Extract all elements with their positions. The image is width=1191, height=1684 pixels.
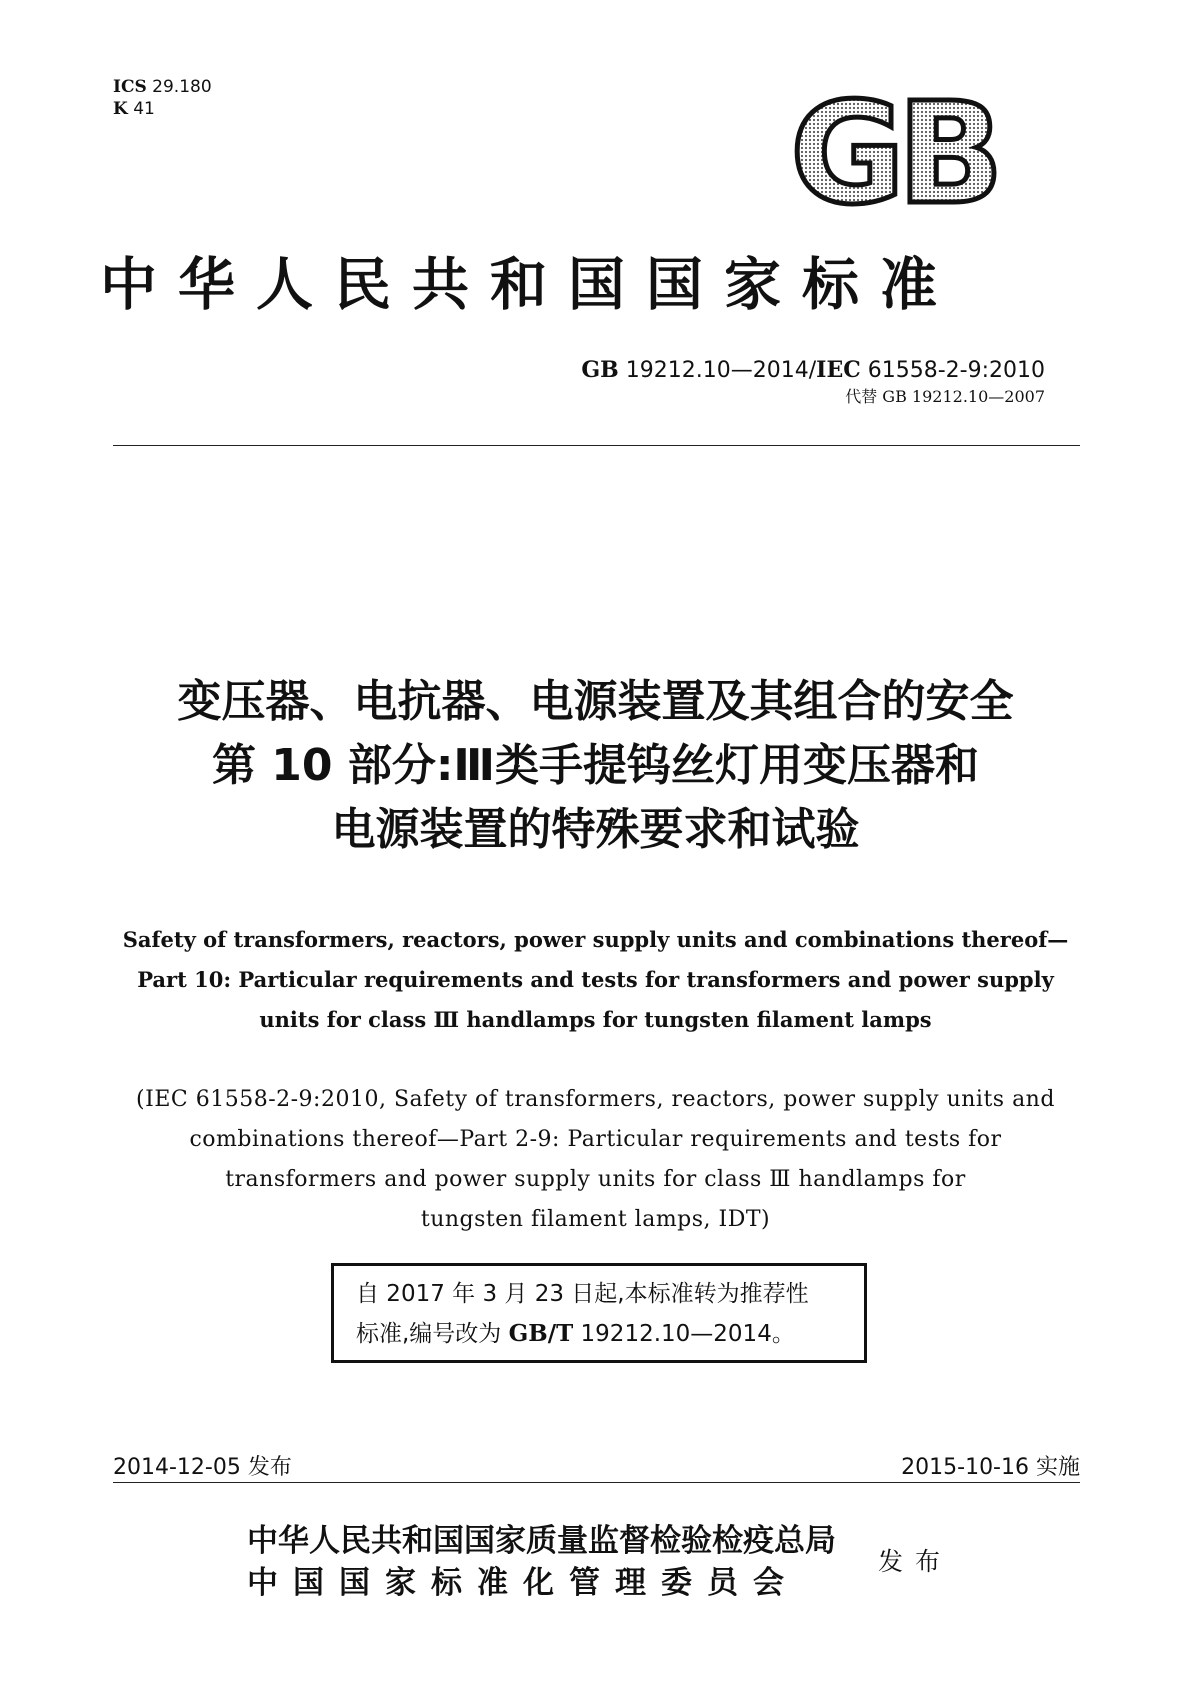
header-divider (113, 445, 1080, 446)
footer-divider (113, 1482, 1080, 1483)
ics-code: ICS 29.180 (113, 77, 212, 97)
notice-line: 标准,编号改为 GB/T 19212.10—2014。 (356, 1320, 795, 1347)
iec-reference-line: (IEC 61558-2-9:2010, Safety of transformers, reactors, power supply units and (136, 1087, 1055, 1112)
iec-reference-line: transformers and power supply units for class Ⅲ handlamps for (225, 1167, 966, 1192)
title-english-line: Safety of transformers, reactors, power supply units and combinations thereof— (122, 927, 1069, 952)
publish-label: 发布 (878, 1547, 953, 1576)
title-english-line: units for class Ⅲ handlamps for tungsten filament lamps (259, 1007, 932, 1032)
title-chinese (100, 670, 1091, 862)
standard-name: 中华人民共和国国家标准 (100, 252, 958, 318)
title-chinese-line: 电源装置的特殊要求和试验 (331, 804, 860, 855)
title-chinese-line: 变压器、电抗器、电源装置及其组合的安全 (177, 676, 1014, 727)
title-english-line: Part 10: Particular requirements and tests for transformers and power supply (137, 967, 1054, 992)
gb-logo (776, 90, 1011, 210)
title-english (100, 920, 1091, 1040)
publisher-org: 中华人民共和国国家质量监督检验检疫总局 (247, 1523, 836, 1559)
issue-date: 2014-12-05 发布 (113, 1455, 292, 1480)
notice-line: 自 2017 年 3 月 23 日起,本标准转为推荐性 (356, 1281, 809, 1307)
publisher-org: 中国国家标准化管理委员会 (247, 1565, 799, 1601)
implementation-date: 2015-10-16 实施 (901, 1455, 1080, 1480)
replaces-standard: 代替 GB 19212.10—2007 (845, 387, 1045, 406)
publishers (247, 1520, 836, 1604)
title-chinese-line: 第 10 部分:Ⅲ类手提钨丝灯用变压器和 (211, 740, 980, 791)
iec-reference-line: combinations thereof—Part 2-9: Particular requirements and tests for (189, 1127, 1002, 1152)
iec-reference (100, 1080, 1091, 1240)
classification-codes (113, 76, 212, 120)
notice-box (331, 1263, 867, 1363)
gb-logo-letters: GB (790, 90, 996, 210)
standard-number: GB 19212.10—2014/IEC 61558-2-9:2010 (581, 357, 1045, 383)
iec-reference-line: tungsten filament lamps, IDT) (420, 1207, 771, 1232)
ccs-code: K 41 (113, 99, 155, 119)
